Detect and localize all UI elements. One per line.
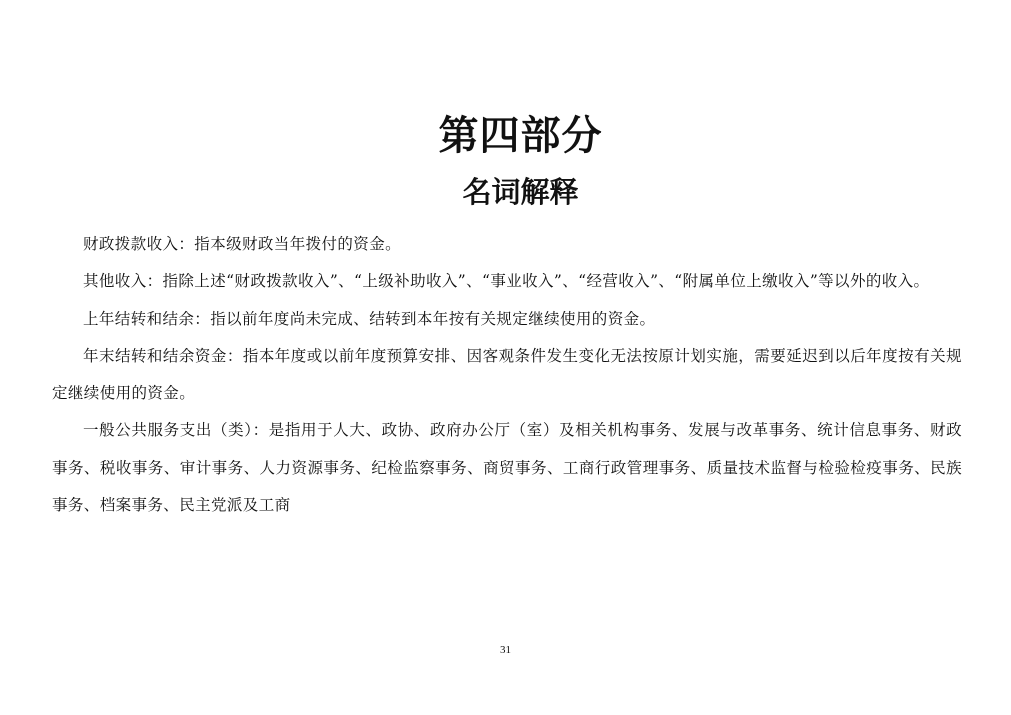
page-subtitle: 名词解释 [462,175,579,209]
page-number: 31 [500,644,511,656]
document-body [52,226,962,524]
paragraph-fiscal-appropriation-income: 财政拨款收入：指本级财政当年拨付的资金。 [83,235,402,253]
paragraph-year-end-carryover-funds: 年末结转和结余资金：指本年度或以前年度预算安排、因客观条件发生变化无法按原计划实施，需要延迟到以后年度按有关规定继续使用的资金。 [52,346,962,403]
page-title: 第四部分 [438,113,603,159]
paragraph-other-income: 其他收入：指除上述“财政拨款收入”、“上级补助收入”、“事业收入”、“经营收入”、“附属单位上缴收入”等以外的收入。 [83,272,930,291]
paragraph-general-public-services: 一般公共服务支出（类）：是指用于人大、政协、政府办公厅（室）及相关机构事务、发展与改革事务、统计信息事务、财政事务、税收事务、审计事务、人力资源事务、纪检监察事务、商贸事务、工商行政管理事务、质量技术监督与检验检疫事务、民族事务、档案事务、民主党派及工商 [52,421,962,515]
paragraph-prior-year-carryover: 上年结转和结余：指以前年度尚未完成、结转到本年按有关规定继续使用的资金。 [83,309,656,328]
